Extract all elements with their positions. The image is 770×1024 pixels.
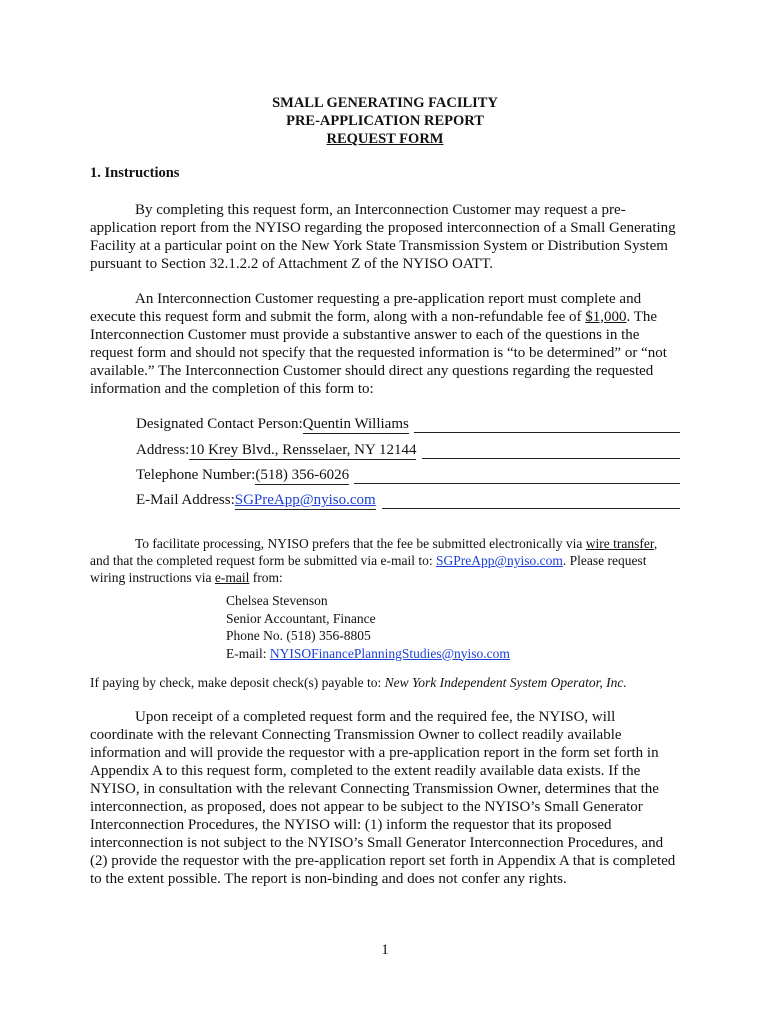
instructions-paragraph-2 — [90, 290, 680, 398]
title-line-3: REQUEST FORM — [326, 131, 444, 147]
address-value[interactable]: 10 Krey Blvd., Rensselaer, NY 12144 — [189, 442, 417, 458]
contact-person-underline — [414, 432, 680, 433]
wire-transfer-link[interactable]: wire transfer — [585, 536, 654, 551]
finance-contact-name: Chelsea Stevenson — [226, 593, 328, 608]
finance-contact-title: Senior Accountant, Finance — [226, 610, 376, 626]
form-title — [0, 94, 770, 148]
para3-text: Upon receipt of a completed request form and the required fee, the NYISO, will coordinate with the relevant Connecting Transmission Owner to collect readily available information and will provide the requestor with a pre-application report in the form set forth in Appendix A to this request form, completed to the extent readily available data exists. If the NYISO, in consultation with the relevant Connecting Transmission Owner, determines that the interconnection, as proposed, does not appear to be subject to the NYISO’s Small Generator Interconnection Procedures, the NYISO will: (1) inform the requestor that its proposed interconnection is not subject to the NYISO’s Small Generator Interconnection Procedures, and (2) provide the requestor with the pre-application report set forth in Appendix A that is completed to the extent possible. The report is non-binding and does not confer any rights. — [90, 709, 676, 887]
check-payee: New York Independent System Operator, Inc. — [384, 675, 627, 690]
section-heading-instructions: 1. Instructions — [90, 165, 180, 181]
payment-text-c: . Please request wiring instructions via — [90, 553, 647, 585]
page-number: 1 — [381, 942, 389, 958]
telephone-field — [136, 466, 680, 485]
payment-text-b: , and that the completed request form be submitted via e-mail to: — [90, 536, 658, 568]
para1-text: By completing this request form, an Interconnection Customer may request a pre-application report from the NYISO regarding the proposed interconnection of a Small Generating Facility at a particular point on the New York State Transmission System or Distribution System pursuant to Section 32.1.2.2 of Attachment Z of the NYISO OATT. — [90, 202, 676, 272]
finance-contact-email-line — [226, 645, 510, 663]
telephone-label: Telephone Number: — [136, 467, 256, 483]
finance-contact-phone: Phone No. (518) 356-8805 — [226, 628, 371, 643]
address-field — [136, 441, 680, 460]
email-label: E-Mail Address: — [136, 492, 235, 508]
payment-paragraph — [90, 535, 680, 586]
address-underline — [422, 458, 680, 459]
processing-paragraph — [90, 708, 680, 888]
submission-email-link[interactable]: SGPreApp@nyiso.com — [436, 553, 563, 568]
telephone-underline — [354, 483, 680, 484]
para2-text-a: An Interconnection Customer requesting a pre-application report must complete and execute this request form and submit the form, along with a non-refundable fee of — [90, 291, 642, 325]
contact-person-field — [136, 415, 680, 434]
title-line-1: SMALL GENERATING FACILITY — [272, 95, 498, 111]
email-underline — [382, 508, 680, 509]
contact-person-value[interactable]: Quentin Williams — [302, 416, 409, 432]
email-value[interactable]: SGPreApp@nyiso.com — [234, 492, 376, 508]
finance-email-label: E-mail: — [226, 645, 270, 661]
telephone-value[interactable]: (518) 356-6026 — [255, 467, 350, 483]
title-line-2: PRE-APPLICATION REPORT — [286, 113, 484, 129]
fee-amount: $1,000 — [585, 309, 627, 325]
payment-text-d: from: — [249, 570, 283, 585]
finance-contact-block — [226, 592, 510, 662]
address-label: Address: — [136, 442, 190, 458]
contact-person-label: Designated Contact Person: — [136, 416, 303, 432]
email-field — [136, 491, 680, 510]
instructions-paragraph-1 — [90, 201, 680, 273]
payment-text-a: To facilitate processing, NYISO prefers that the fee be submitted electronically via — [135, 536, 586, 551]
check-payment-line — [90, 674, 680, 691]
email-word-link[interactable]: e-mail — [214, 570, 250, 585]
para2-text-b: . The Interconnection Customer must provide a substantive answer to each of the questions in the request form and should not specify that the requested information is “to be determined” or “not available.” The Interconnection Customer should direct any questions regarding the requested information and the completion of this form to: — [90, 309, 667, 397]
check-text: If paying by check, make deposit check(s) payable to: — [90, 675, 385, 690]
finance-email-link[interactable]: NYISOFinancePlanningStudies@nyiso.com — [269, 645, 510, 661]
